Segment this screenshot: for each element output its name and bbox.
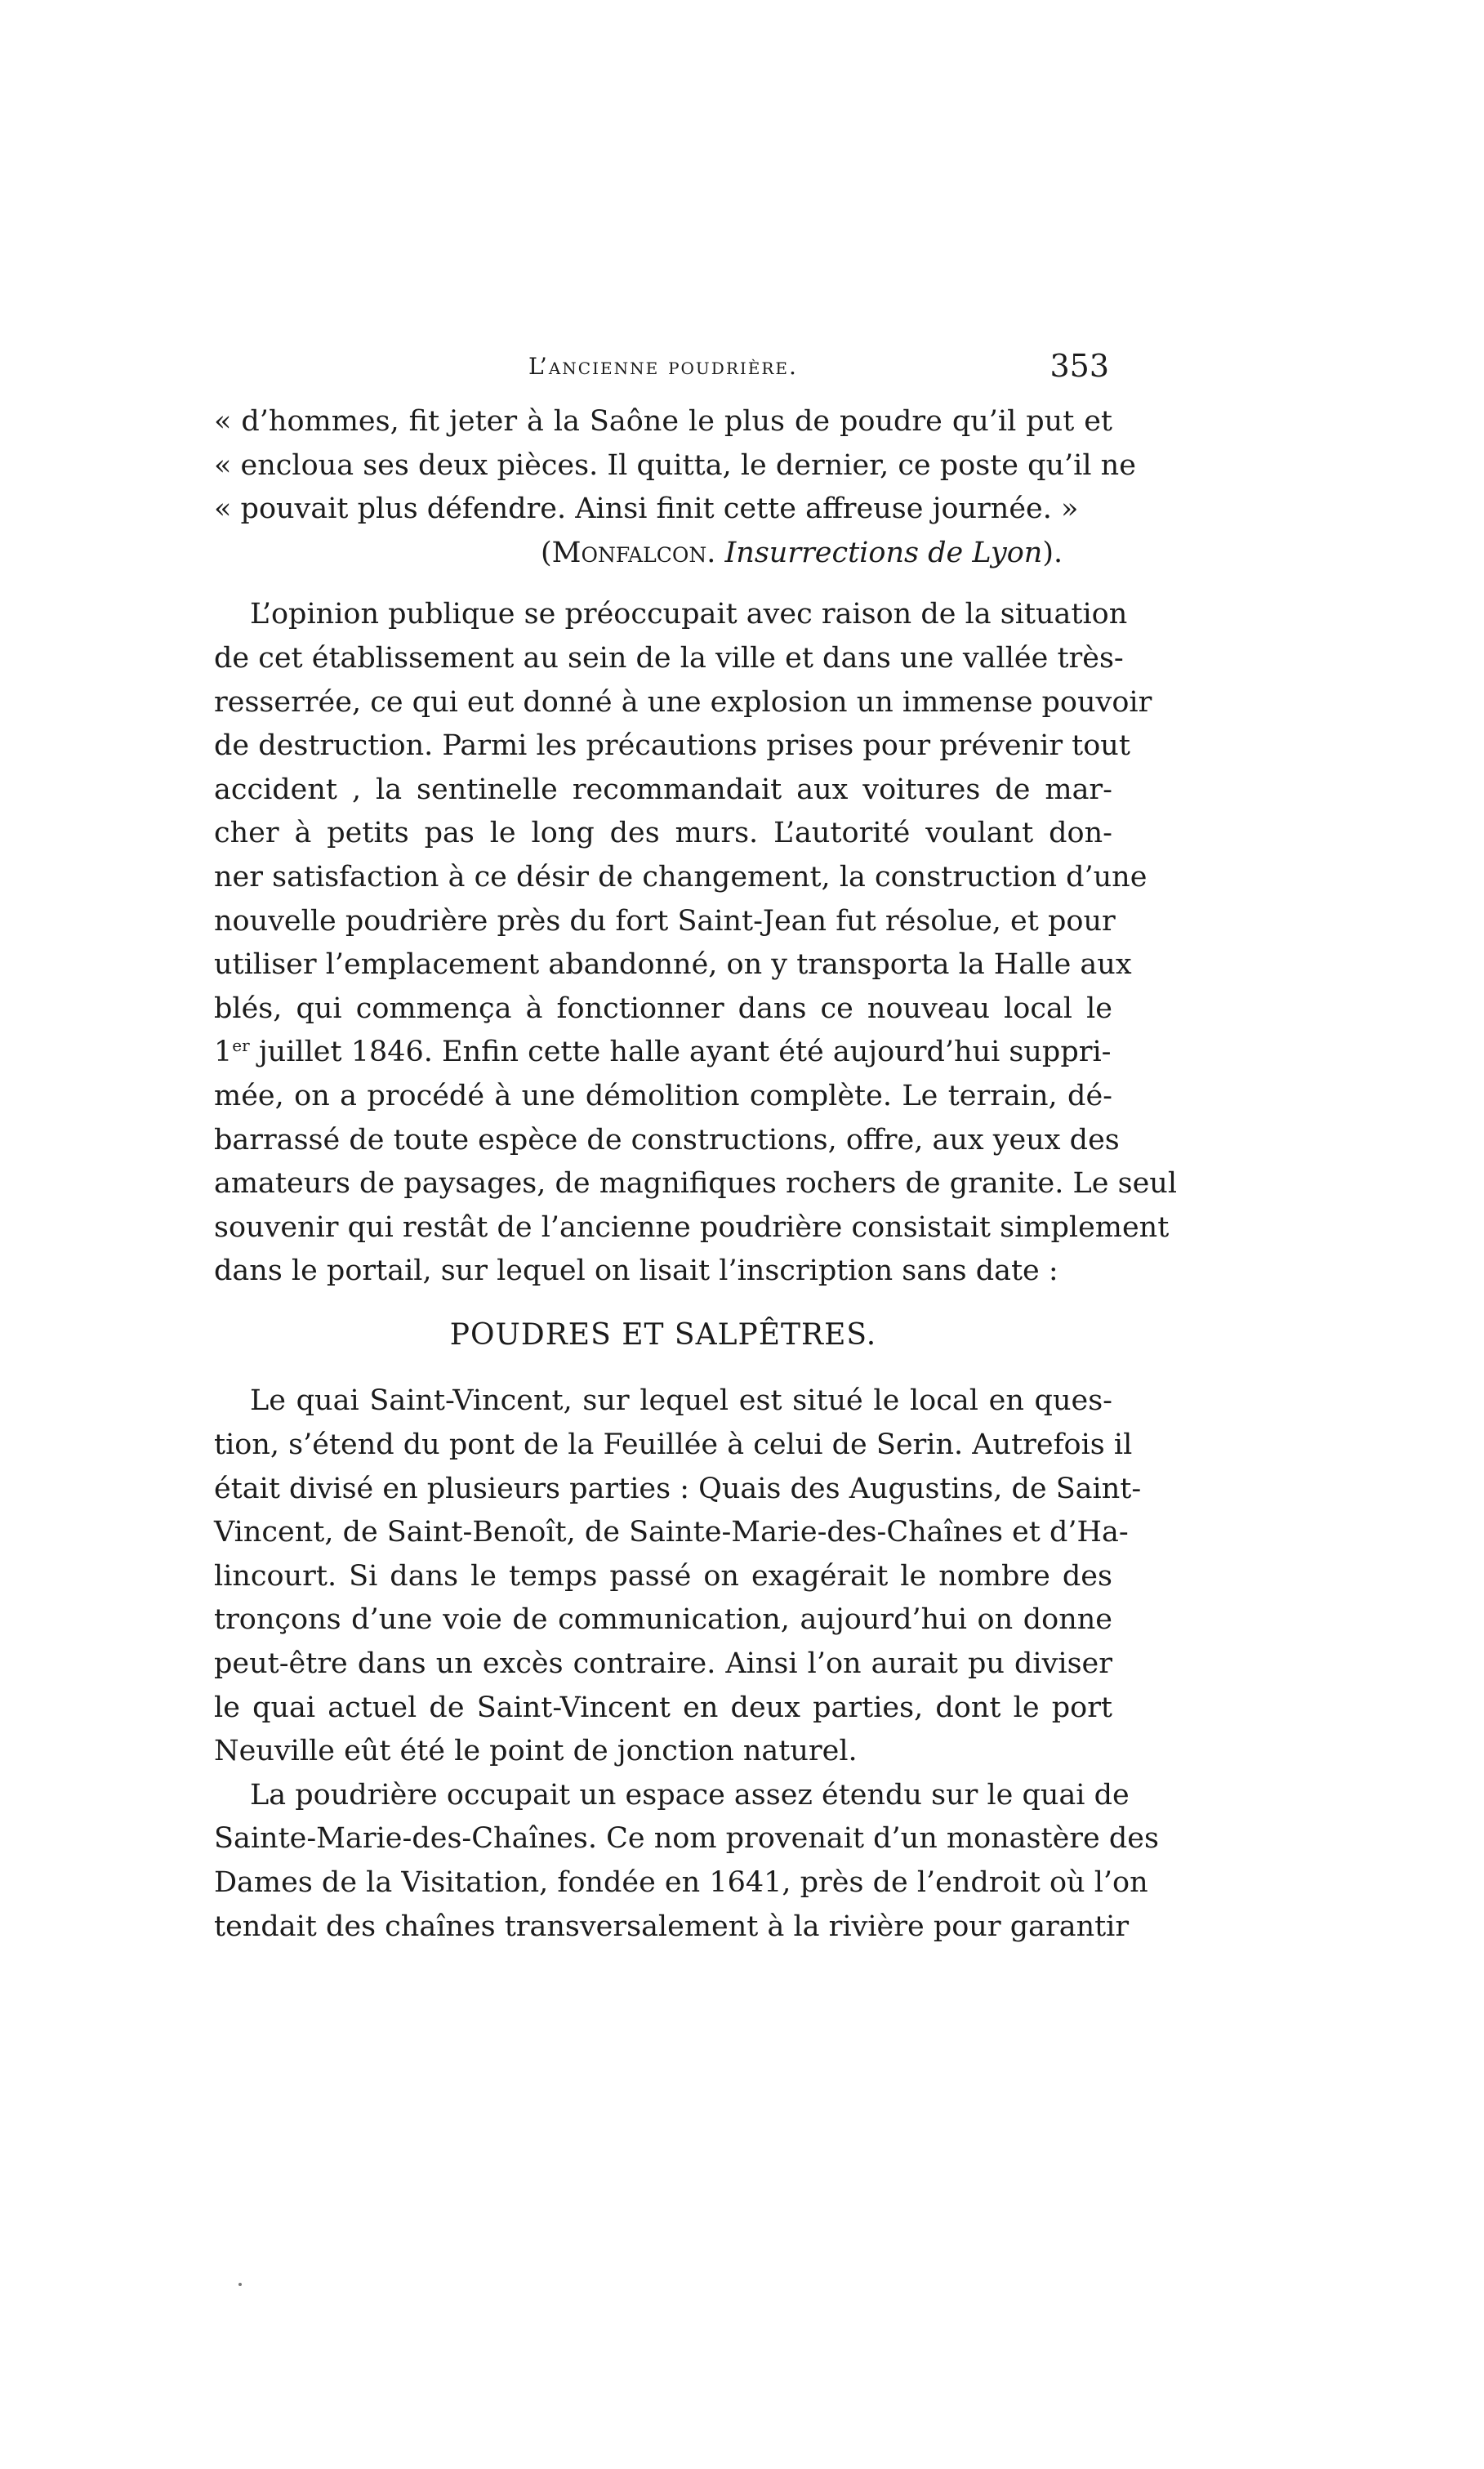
text-line: mée, on a procédé à une démolition complète. Le terrain, dé-	[214, 1079, 1112, 1112]
text-line: tion, s’étend du pont de la Feuillée à celui de Serin. Autrefois il	[214, 1428, 1133, 1462]
date-rest: juillet 1846. Enfin cette halle ayant été aujourd’hui suppri-	[249, 1036, 1112, 1069]
text-line: le quai actuel de Saint-Vincent en deux parties, dont le port	[214, 1691, 1112, 1724]
text-line: peut-être dans un excès contraire. Ainsi l’on aurait pu diviser	[214, 1647, 1112, 1681]
text-line: Neuville eût été le point de jonction naturel.	[214, 1735, 858, 1768]
text-line: Le quai Saint-Vincent, sur lequel est situé le local en ques-	[250, 1384, 1112, 1418]
text-line: tendait des chaînes transversalement à la rivière pour garantir	[214, 1910, 1130, 1943]
text-line: cher à petits pas le long des murs. L’autorité voulant don-	[214, 817, 1112, 850]
text-line: Sainte-Marie-des-Chaînes. Ce nom provenait d’un monastère des	[214, 1822, 1159, 1856]
text-line: ner satisfaction à ce désir de changement, la construction d’une	[214, 860, 1148, 894]
text-line: était divisé en plusieurs parties : Quais des Augustins, de Saint-	[214, 1472, 1142, 1505]
citation-end: ).	[1042, 536, 1063, 569]
paper-speck	[238, 2283, 242, 2286]
body-text	[214, 400, 1178, 1949]
running-title: L’ancienne poudrière.	[528, 353, 798, 380]
text-line: accident , la sentinelle recommandait aux voitures de mar-	[214, 773, 1112, 806]
date-number: 1	[214, 1036, 233, 1069]
inscription-heading: POUDRES ET SALPÊTRES.	[449, 1317, 877, 1352]
text-line: La poudrière occupait un espace assez étendu sur le quai de	[250, 1778, 1130, 1812]
quote-line: « d’hommes, fit jeter à la Saône le plus de poudre qu’il put et	[214, 405, 1112, 438]
quote-line: « pouvait plus défendre. Ainsi finit cette affreuse journée. »	[214, 492, 1079, 526]
text-line: de destruction. Parmi les précautions prises pour prévenir tout	[214, 729, 1130, 763]
text-line: blés, qui commença à fonctionner dans ce nouveau local le	[214, 992, 1112, 1025]
citation-author: (Monfalcon.	[541, 536, 716, 569]
text-line: Vincent, de Saint-Benoît, de Sainte-Marie-des-Chaînes et d’Ha-	[214, 1516, 1129, 1549]
text-line-date	[214, 1031, 1112, 1075]
text-line: Dames de la Visitation, fondée en 1641, près de l’endroit où l’on	[214, 1866, 1148, 1899]
text-line: resserrée, ce qui eut donné à une explosion un immense pouvoir	[214, 685, 1152, 719]
citation	[214, 532, 1112, 576]
page-header	[214, 348, 1112, 394]
paragraph-3	[214, 1774, 1159, 1949]
text-line: souvenir qui restât de l’ancienne poudrière consistait simplement	[214, 1210, 1170, 1244]
text-line: dans le portail, sur lequel on lisait l’inscription sans date :	[214, 1255, 1058, 1288]
text-line: barrassé de toute espèce de constructions, offre, aux yeux des	[214, 1123, 1120, 1157]
text-line: L’opinion publique se préoccupait avec raison de la situation	[250, 598, 1128, 631]
page-number: 353	[1049, 348, 1109, 384]
paragraph-2	[214, 1379, 1142, 1773]
quote-block	[214, 400, 1136, 575]
text-line: utiliser l’emplacement abandonné, on y transporta la Halle aux	[214, 948, 1132, 982]
text-line: nouvelle poudrière près du fort Saint-Jean fut résolue, et pour	[214, 904, 1116, 938]
text-line: de cet établissement au sein de la ville et dans une vallée très-	[214, 641, 1124, 675]
citation-work: Insurrections de Lyon	[724, 536, 1043, 569]
quote-line: « encloua ses deux pièces. Il quitta, le dernier, ce poste qu’il ne	[214, 448, 1136, 482]
date-superscript: er	[232, 1036, 250, 1056]
text-line: lincourt. Si dans le temps passé on exagérait le nombre des	[214, 1559, 1112, 1593]
text-line: amateurs de paysages, de magnifiques rochers de granite. Le seul	[214, 1167, 1178, 1201]
text-line: tronçons d’une voie de communication, aujourd’hui on donne	[214, 1603, 1112, 1637]
paragraph-1	[214, 593, 1178, 1294]
